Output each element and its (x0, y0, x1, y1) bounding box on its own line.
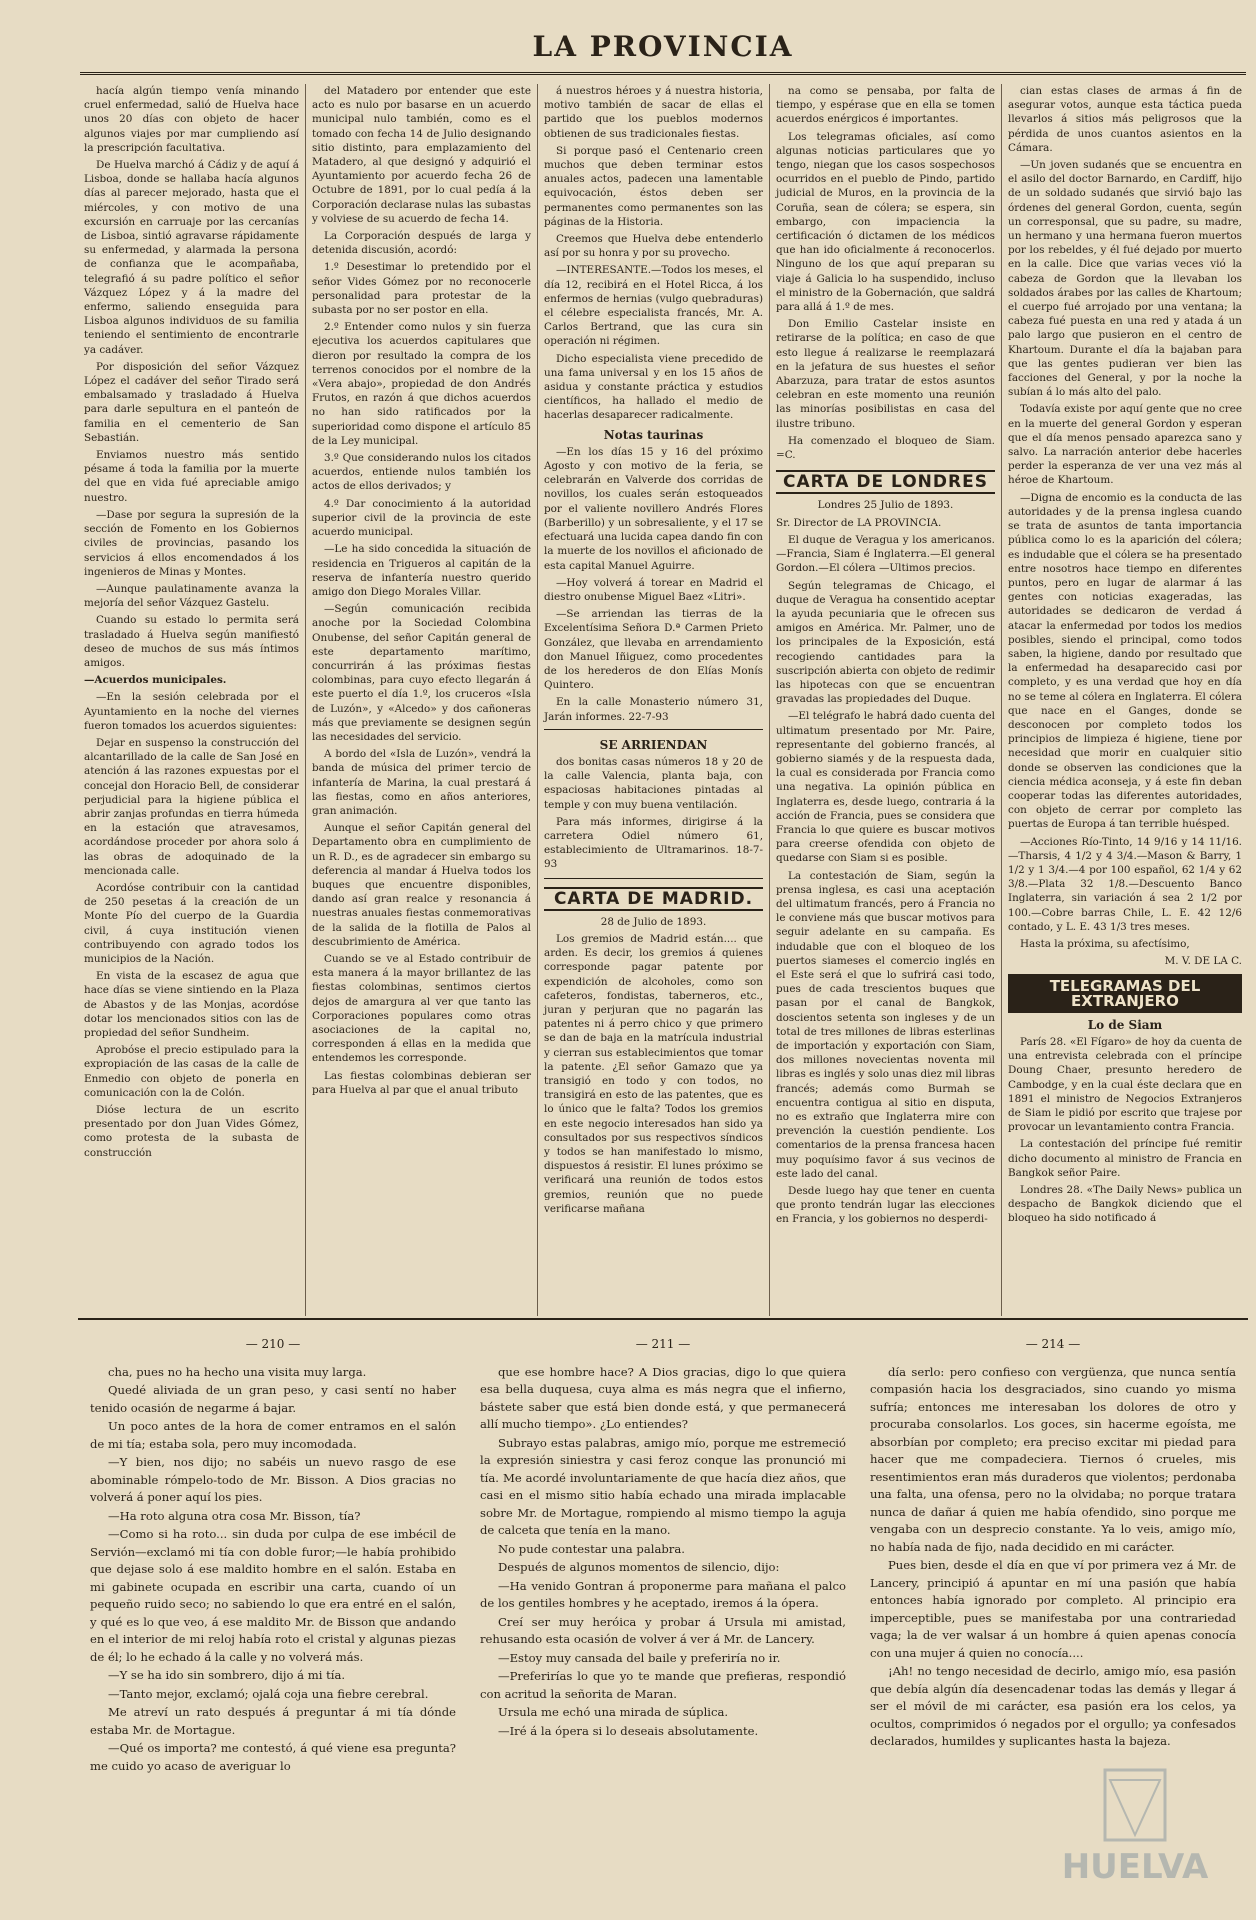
masthead (80, 22, 1246, 75)
paragraph: Los telegramas oficiales, así como algunas noticias particulares que yo tengo, niegan que los casos sospechosos ocurridos en el pueblo de Pindo, partido judicial de Muros, en la provincia de la Coruña, sean de cólera; se espera, sin embargo, con impaciencia la certificación ó dictamen de los médicos que han ido oficialmente á reconocerlos. Ninguno de los que aquí preparan su viaje á Galicia lo ha suspendido, incluso el ministro de la Gobernación, que saldrá para allá á 1.º de mes. (776, 130, 995, 314)
paragraph: Dióse lectura de un escrito presentado por don Juan Vides Gómez, como protesta de la subasta de construcción (84, 1104, 299, 1159)
paragraph: Londres 28. «The Daily News» publica un despacho de Bangkok diciendo que el bloqueo ha sido notificado á (1008, 1184, 1242, 1225)
paragraph: —Y se ha ido sin sombrero, dijo á mi tía. (108, 1668, 346, 1682)
paragraph: —El telégrafo le habrá dado cuenta del ultimatum presentado por Mr. Paire, representante del gobierno francés, al gobierno siamés y de la respuesta dada, la cual es considerada por Francia como una negativa. La opinión pública en Inglaterra es, desde luego, contraria á la acción de Francia, pues se considera que Francia lo que quiere es buscar motivos para creerse ofendida con objeto de quedarse con Siam si es posible. (776, 710, 995, 865)
folletin-page-left (78, 1330, 468, 1890)
paragraph: 1.º Desestimar lo pretendido por el señor Vides Gómez por no reconocerle personalidad para protestar de la subasta por no ser postor en ella. (312, 261, 531, 317)
paragraph: —Como si ha roto... sin duda por culpa de ese imbécil de Servión—exclamó mi tía con doble furor;—le había prohibido que dejase solo á ese maldito hombre en el salón. Estaba en mi gabinete ocupada en escribir una carta, cuando oí un pequeño ruido seco; no sabiendo lo que era entré en el salón, y qué es lo que veo, á ese maldito Mr. de Bisson que andando en el interior de mi reloj había roto el cristal y algunas piezas de él; lo he echado á la calle y no volverá más. (90, 1527, 456, 1664)
paragraph: —Aunque paulatinamente avanza la mejoría del señor Vázquez Gastelu. (84, 582, 299, 610)
paragraph: Para más informes, dirigirse á la carretera Odiel número 61, establecimiento de Ultramarinos. 18-7-93 (544, 815, 763, 871)
paragraph: La contestación del príncipe fué remitir dicho documento al ministro de Francia en Bangkok señor Paire. (1008, 1138, 1242, 1179)
paragraph: Un poco antes de la hora de comer entramos en el salón de mi tía; estaba sola, pero muy incomodada. (90, 1419, 456, 1451)
paragraph: na como se pensaba, por falta de tiempo, y espérase que en ella se tomen acuerdos enérgicos é importantes. (776, 85, 995, 126)
paragraph: París 28. «El Fígaro» de hoy da cuenta de una entrevista celebrada con el príncipe Doung Chaer, presunto heredero de Cambodge, y en la cual éste declara que en 1891 el ministro de Negocios Extranjeros de Siam le pidió por escrito que trajese por provocar un levantamiento contra Francia. (1008, 1036, 1242, 1134)
ad-title: SE ARRIENDAN (599, 737, 708, 752)
paragraph: Ha comenzado el bloqueo de Siam. =C. (776, 434, 995, 462)
section-title-acuerdos: —Acuerdos municipales. (84, 674, 227, 687)
paragraph: —Según comunicación recibida anoche por la Sociedad Colombina Onubense, del señor Capitán general de este departamento marítimo, concurrirán á las próximas fiestas colombinas, para cuyo efecto llegarán á este puerto el día 1.º, los cruceros «Isla de Luzón», y «Alcedo» y dos cañoneras más que previamente se designen según las necesidades del servicio. (312, 603, 531, 743)
paragraph: 3.º Que considerando nulos los citados acuerdos, entiende nulos también los actos de ellos derivados; y (312, 452, 531, 493)
madrid-dateline: 28 de Julio de 1893. (600, 915, 707, 928)
paragraph: —En la sesión celebrada por el Ayuntamiento en la noche del viernes fueron tomados los acuerdos siguientes: (84, 691, 299, 732)
paragraph: A bordo del «Isla de Luzón», vendrá la banda de música del primer tercio de infantería de Marina, la cual prestará á las fiestas, como en años anteriores, gran animación. (312, 748, 531, 817)
paragraph: —En los días 15 y 16 del próximo Agosto y con motivo de la feria, se celebrarán en Valverde dos corridas de novillos, los cuales serán estoqueados por el valiente novillero Andrés Flores (Barberillo) y un sobresaliente, y el 17 se efectuará una lucida capea dando fin con la muerte de los novillos el aficionado de esta capital Manuel Aguirre. (544, 445, 763, 572)
ad-se-arriendan (544, 729, 763, 879)
paragraph: Las fiestas colombinas debieran ser para Huelva al par que el anual tributo (312, 1069, 531, 1096)
paragraph: Todavía existe por aquí gente que no cree en la muerte del general Gordon y esperan que el día menos pensado aparezca sano y salvo. La narración anterior debe hacerles perder la esperanza de ver una vez más al héroe de Khartoum. (1008, 403, 1242, 487)
page-number: — 211 — (635, 1337, 691, 1351)
paragraph: Acordóse contribuir con la cantidad de 250 pesetas á la creación de un Monte Pío del cuerpo de la Guardia civil, á cuya institución vienen contribuyendo con agrado todos los municipios de la Nación. (84, 881, 299, 965)
paragraph: Si porque pasó el Centenario creen muchos que deben terminar estos anuales actos, padecen una lamentable equivocación, éstos deben ser permanentes como permanentes son las páginas de la Historia. (544, 144, 763, 228)
paragraph: —Le ha sido concedida la situación de residencia en Trigueros al capitán de la reserva de infantería nuestro querido amigo don Diego Morales Villar. (312, 543, 531, 598)
paragraph: En la calle Monasterio número 31, Jarán informes. 22-7-93 (544, 696, 763, 723)
paragraph: 4.º Dar conocimiento á la autoridad superior civil de la provincia de este acuerdo municipal. (312, 497, 531, 539)
paragraph: día serlo: pero confieso con vergüenza, que nunca sentía compasión hacia los desgraciados, sino cuando yo misma sufría; entonces me interesaban los dolores de otro y procuraba consolarlos. Los goces, sin hacerme egoísta, me absorbían por completo; era preciso excitar mi piedad para hacer que me compadeciera. Tiernos ó crueles, mis resentimientos eran más duraderos que violentos; perdonaba una falta, una ofensa, pero no la olvidaba; no porque tratara nunca de dañar á quien me había ofendido, sino porque me vengaba con un desprecio constante. Ya lo veis, amigo mío, no había nada de fijo, nada decidido en mi carácter. (870, 1364, 1236, 1554)
paragraph: Los gremios de Madrid están.... que arden. Es decir, los gremios á quienes corresponde pagar patente por expendición de alcoholes, como son cafeteros, fondistas, taberneros, etc., juran y perjuran que no pagarán las patentes ni á perro chico y que primero se dan de baja en la matrícula industrial y cierran sus establecimientos que tomar la patente. ¿El señor Gamazo que ya transigió en todo y con todos, no transigirá en esto de las patentes, que es lo único que le falta? Todos los gremios en este negocio interesados han sido ya consultados por sus respectivos síndicos y todos se han manifestado lo mismo, dispuestos á resistir. El lunes próximo se verificará una reunión de todos estos gremios, reunión que no puede verificarse mañana (544, 932, 763, 1215)
paragraph: Cuando se ve al Estado contribuir de esta manera á la mayor brillantez de las fiestas colombinas, sentimos ciertos dejos de amargura al ver que tanto las Corporaciones populares como otras asociaciones de la capital no, corresponden á ellas en la medida que entendemos les corresponde. (312, 952, 531, 1065)
paragraph: dos bonitas casas números 18 y 20 de la calle Valencia, planta baja, con espaciosas habitaciones pintadas al temple y con muy buena ventilación. (544, 755, 763, 811)
paragraph: La Corporación después de larga y detenida discusión, acordó: (312, 230, 531, 257)
paragraph: —Dase por segura la supresión de la sección de Fomento en los Gobiernos civiles de provincias, pasando los servicios á ellos encomendados á los ingenieros de Minas y Montes. (84, 508, 299, 578)
paragraph: En vista de la escasez de agua que hace días se viene sintiendo en la Plaza de Abastos y de las Monjas, acordóse dotar los mencionados sitios con las de propiedad del señor Sundheim. (84, 970, 299, 1039)
paragraph: —INTERESANTE.—Todos los meses, el día 12, recibirá en el Hotel Ricca, á los enfermos de hernias (vulgo quebraduras) el célebre especialista francés, Mr. A. Carlos Bertrand, que las cura sin operación ni régimen. (544, 264, 763, 348)
section-title-taurinas: Notas taurinas (603, 427, 704, 442)
paragraph: Ursula me echó una mirada de súplica. (498, 1705, 729, 1719)
folletin-divider (78, 1318, 1248, 1320)
paragraph: Aprobóse el precio estipulado para la expropiación de las casas de la calle de Enmedio con objeto de ponerla en comunicación con la de Colón. (84, 1044, 299, 1099)
column-4 (770, 84, 1002, 1316)
paragraph: Dicho especialista viene precedido de una fama universal y en los 15 años de asidua y constante práctica y estudios científicos, ha hallado el medio de hacerlas desaparecer radicalmente. (544, 352, 763, 422)
paragraph: cian estas clases de armas á fin de asegurar votos, aunque esta táctica pueda llevarlos á sitios más peligrosos que la pérdida de unos cuantos asientos en la Cámara. (1008, 85, 1242, 154)
paragraph: que ese hombre hace? A Dios gracias, digo lo que quiera esa bella duquesa, cuya alma es más negra que el infierno, bástete saber que está bien donde está, y que permanecerá allí mucho tiempo». ¿Lo entiendes? (480, 1364, 846, 1431)
stamp-label: HUELVA (1061, 1847, 1209, 1887)
paragraph: Cuando su estado lo permita será trasladado á Huelva según manifiestó deseo de muchos de sus más íntimos amigos. (84, 614, 299, 669)
library-stamp-icon (1050, 1760, 1220, 1900)
paragraph: —Estoy muy cansada del baile y preferiría no ir. (498, 1650, 781, 1665)
paragraph: La contestación de Siam, según la prensa inglesa, es casi una aceptación del ultimatum francés, pero á Francia no le conviene más que buscar motivos para seguir adelante en su campaña. Es indudable que con el bloqueo de los puertos siameses el comercio inglés en el Este será el que lo sufrirá casi todo, pues de cada trescientos buques que pasan por el canal de Bangkok, doscientos setenta son ingleses y de un total de tres millones de libras esterlinas de importación y exportación con Siam, dos millones novecientas noventa mil libras es inglés y solo unas diez mil libras francés; además como Burmah se encuentra contigua al sitio en disputa, no es extraño que Inglaterra mire con prevención la cuestión pendiente. Los comentarios de la prensa francesa hacen muy poquísimo favor á sus vecinos de este lado del canal. (776, 869, 996, 1180)
paragraph: —Iré á la ópera si lo deseais absolutamente. (498, 1723, 759, 1738)
paragraph: Después de algunos momentos de silencio, dijo: (498, 1560, 780, 1574)
newspaper-title: LA PROVINCIA (532, 30, 794, 63)
paragraph: —Tanto mejor, exclamó; ojalá coja una fiebre cerebral. (108, 1686, 429, 1701)
paragraph: No pude contestar una palabra. (498, 1541, 685, 1556)
paragraph: —Un joven sudanés que se encuentra en el asilo del doctor Barnardo, en Cardiff, hijo de un soldado sudanés que sirvió bajo las órdenes del general Gordon, cuenta, según un corresponsal, que su padre, su madre, un hermano y una hermana fueron muertos por los rebeldes, y él fué dejado por muerto en la calle. Dice que varias veces vió la cabeza de Gordon que la llevaban los soldados árabes por las calles de Khartoum; el cuerpo fué arrojado por una ventana; la cabeza fué puesta en una red y atada á un palo largo que pusieron en el centro de Khartoum. Durante el día la bajaban para que las gentes pudieran ver bien las facciones del General, y por la noche la subían á lo más alto del palo. (1008, 159, 1242, 399)
upper-columns (78, 84, 1248, 1316)
paragraph: —Se arriendan las tierras de la Excelentísima Señora D.ª Carmen Prieto González, que llevaba en arrendamiento don Manuel Iñiguez, como procedentes de los herederos de don Elías Monís Quintero. (544, 608, 763, 692)
paragraph: hacía algún tiempo venía minando cruel enfermedad, salió de Huelva hace unos 20 días con objeto de hacer algunos viajes por mar cumpliendo así la prescripción facultativa. (84, 85, 299, 154)
paragraph: Según telegramas de Chicago, el duque de Veragua ha consentido aceptar la ayuda pecuniaria que le ofrecen sus amigos en América. Mr. Palmer, uno de los principales de la Exposición, está recogiendo cantidades para la suscripción abierta con objeto de redimir las hipotecas con que se encuentran gravadas las propiedades del Duque. (776, 579, 995, 706)
paragraph: Pues bien, desde el día en que ví por primera vez á Mr. de Lancery, principió á apuntar en mí una pasión que había entonces había ignorado por completo. Al principio era imperceptible, pues se manifestaba por una contrariedad vaga; la de ver walsar á un hombre á quien apenas conocía con una mujer á quien no conocía.... (870, 1558, 1236, 1660)
page-number: — 214 — (1025, 1337, 1081, 1351)
paragraph: 2.º Entender como nulos y sin fuerza ejecutiva los acuerdos capitulares que dieron por resultado la compra de los terrenos conocidos por el nombre de la «Vera abajo», propiedad de don Andrés Frutos, en razón á que dichos acuerdos no han sido ratificados por la superioridad como dispone el artículo 85 de la Ley municipal. (312, 321, 531, 447)
paragraph: Don Emilio Castelar insiste en retirarse de la política; en caso de que esto llegue á realizarse le reemplazará en la jefatura de sus huestes el señor Abarzuza, para tratar de estos asuntos celebran en este momento una reunión las minorías posibilistas en casa del ilustre tribuno. (776, 318, 995, 430)
paragraph: —Ha venido Gontran á proponerme para mañana el palco de los gentiles hombres y he aceptado, iremos á la ópera. (480, 1578, 846, 1610)
section-title-telegramas: TELEGRAMAS DEL EXTRANJERO (1008, 974, 1242, 1012)
column-5 (1002, 84, 1248, 1316)
londres-summary: El duque de Veragua y los americanos. —Francia, Siam é Inglaterra.—El general Gordon.—El cólera —Ultimos precios. (776, 533, 995, 575)
paragraph: á nuestros héroes y á nuestra historia, motivo también de sacar de ellas el partido que los pueblos modernos obtienen de sus tradicionales fiestas. (544, 85, 763, 140)
column-3 (538, 84, 770, 1316)
letter-signature: M. V. DE LA C. (1164, 955, 1242, 968)
paragraph: Desde luego hay que tener en cuenta que pronto tendrán lugar las elecciones en Francia, y los gobiernos no desperdi- (776, 1185, 995, 1226)
section-title-carta-londres: CARTA DE LONDRES (776, 470, 995, 494)
paragraph: —Qué os importa? me contestó, á qué viene esa pregunta? me cuido yo acaso de averiguar lo (90, 1741, 456, 1773)
londres-dateline: Londres 25 Julio de 1893. (817, 499, 954, 512)
section-title-carta-madrid: CARTA DE MADRID. (544, 887, 763, 911)
paragraph: Me atreví un rato después á preguntar á mi tía dónde estaba Mr. de Mortague. (90, 1705, 456, 1737)
paragraph: Por disposición del señor Vázquez López el cadáver del señor Tirado será embalsamado y trasladado á Huelva para darle sepultura en el panteón de familia en el cementerio de San Sebastián. (84, 360, 299, 444)
paragraph: Enviamos nuestro más sentido pésame á toda la familia por la muerte del que en vida fué apreciable amigo nuestro. (84, 449, 299, 504)
paragraph: —Preferirías lo que yo te mande que prefieras, respondió con acritud la señorita de Maran. (480, 1669, 846, 1701)
paragraph: Dejar en suspenso la construcción del alcantarillado de la calle de San José en atención á las razones expuestas por el concejal don Horacio Bell, de considerar perjudicial para la higiene pública el abrir zanjas profundas en tierra húmeda en la estación que atravesamos, acordándose proceder por ahora solo á las obras de adoquinado de la mencionada calle. (84, 736, 299, 877)
page-number: — 210 — (245, 1337, 301, 1351)
paragraph: —Acciones Río-Tinto, 14 9/16 y 14 11/16.—Tharsis, 4 1/2 y 4 3/4.—Mason & Barry, 1 1/2 y 1 3/4.—4 por 100 español, 62 1/4 y 62 3/8.—Plata 32 1/8.—Descuento Banco Inglaterra, sin variación á sea 2 1/2 por 100.—Cobre barras Chile, L. E. 42 12/6 contado, y L. E. 43 1/3 tres meses. (1008, 835, 1242, 933)
paragraph: —Y bien, nos dijo; no sabéis un nuevo rasgo de ese abominable rómpelo-todo de Mr. Bisson. A Dios gracias no volverá á poner aquí los pies. (90, 1455, 456, 1504)
paragraph: Quedé aliviada de un gran peso, y casi sentí no haber tenido ocasión de negarme á bajar. (90, 1383, 456, 1415)
paragraph: del Matadero por entender que este acto es nulo por basarse en un acuerdo municipal nulo también, como es el tomado con fecha 14 de Julio designando sitio distinto, para emplazamiento del Matadero, al que designó y adquirió el Ayuntamiento por acuerdo fecha 26 de Octubre de 1891, por lo cual pedía á la Corporación declarase nulas las subastas y volviese de su acuerdo de fecha 14. (312, 85, 531, 225)
paragraph: Creí ser muy heróica y probar á Ursula mi amistad, rehusando esta ocasión de volver á ver á Mr. de Lancery. (480, 1614, 846, 1646)
paragraph: —Hoy volverá á torear en Madrid el diestro onubense Miguel Baez «Litri». (544, 576, 763, 603)
paragraph: —Ha roto alguna otra cosa Mr. Bisson, tía? (108, 1508, 361, 1523)
column-2 (306, 84, 538, 1316)
paragraph: Creemos que Huelva debe entenderlo así por su honra y por su provecho. (544, 233, 763, 260)
paragraph: De Huelva marchó á Cádiz y de aquí á Lisboa, donde se hallaba hacía algunos días al parecer mejorado, hasta que el miércoles, y con motivo de una excursión en carruaje por las cercanías de Lisboa, sintió agravarse rápidamente su enfermedad, y alarmada la persona de confianza que le acompañaba, telegrafió á su padre político el señor Vázquez López y á la madre del enfermo, saliendo enseguida para Lisboa algunos individuos de su familia teniendo el sentimiento de encontrarle ya cadáver. (84, 159, 299, 356)
paragraph: Aunque el señor Capitán general del Departamento obra en cumplimiento de un R. D., es de agradecer sin embargo su deferencia al mandar á Huelva todos los buques que encuentre disponibles, dando así gran realce y resonancia á nuestras anuales fiestas conmemorativas de la salida de la flotilla de Palos al descubrimiento de América. (312, 822, 531, 948)
column-1 (78, 84, 306, 1316)
folletin-page-middle (468, 1330, 858, 1890)
paragraph: Hasta la próxima, su afectísimo, (1020, 937, 1190, 950)
section-title-siam: Lo de Siam (1087, 1017, 1163, 1032)
paragraph: Subrayo estas palabras, amigo mío, porque me estremeció la expresión siniestra y casi feroz conque las pronunció mi tía. Me acordé involuntariamente de que hacía diez años, que casi en el mismo sitio había echado una mirada implacable sobre Mr. de Mortague, rompiendo al mismo tiempo la aguja de calceta que tenía en la mano. (480, 1435, 846, 1537)
paragraph: ¡Ah! no tengo necesidad de decirlo, amigo mío, esa pasión que debía algún día desencadenar todas las demás y llegar á ser el móvil de mi carácter, esa pasión era los celos, ya ocultos, comprimidos ó negados por el orgullo; ya confesados declarados, humildes y suplicantes hasta la bajeza. (870, 1664, 1236, 1748)
paragraph: cha, pues no ha hecho una visita muy larga. (108, 1364, 367, 1379)
paragraph: —Digna de encomio es la conducta de las autoridades y de la prensa inglesa cuando se trata de asuntos de tanta importancia pública como lo es la aparición del cólera; es indudable que el cólera se ha presentado entre nosotros hace tiempo en diferentes puntos, pero en lugar de alarmar á las gentes con noticias exageradas, las autoridades se dedicaron de verdad á atacar la enfermedad por todos los medios posibles, siendo el principal, como todos saben, la higiene, dando por resultado que la enfermedad ha desaparecido casi por completo, y es una verdad que hoy en día no se teme al cólera en Inglaterra. El cólera que nace en el Ganges, donde se desconocen por completo todos los principios de limpieza é higiene, tiene por necesidad que morir en cualquier sitio donde se observen las condiciones que la ciencia médica aconseja, y á este fin deban cooperar todas las diferentes autoridades, con objeto de cerrar por completo las puertas de Europa á tan terrible huésped. (1008, 491, 1242, 831)
londres-addressee: Sr. Director de LA PROVINCIA. (776, 516, 942, 529)
